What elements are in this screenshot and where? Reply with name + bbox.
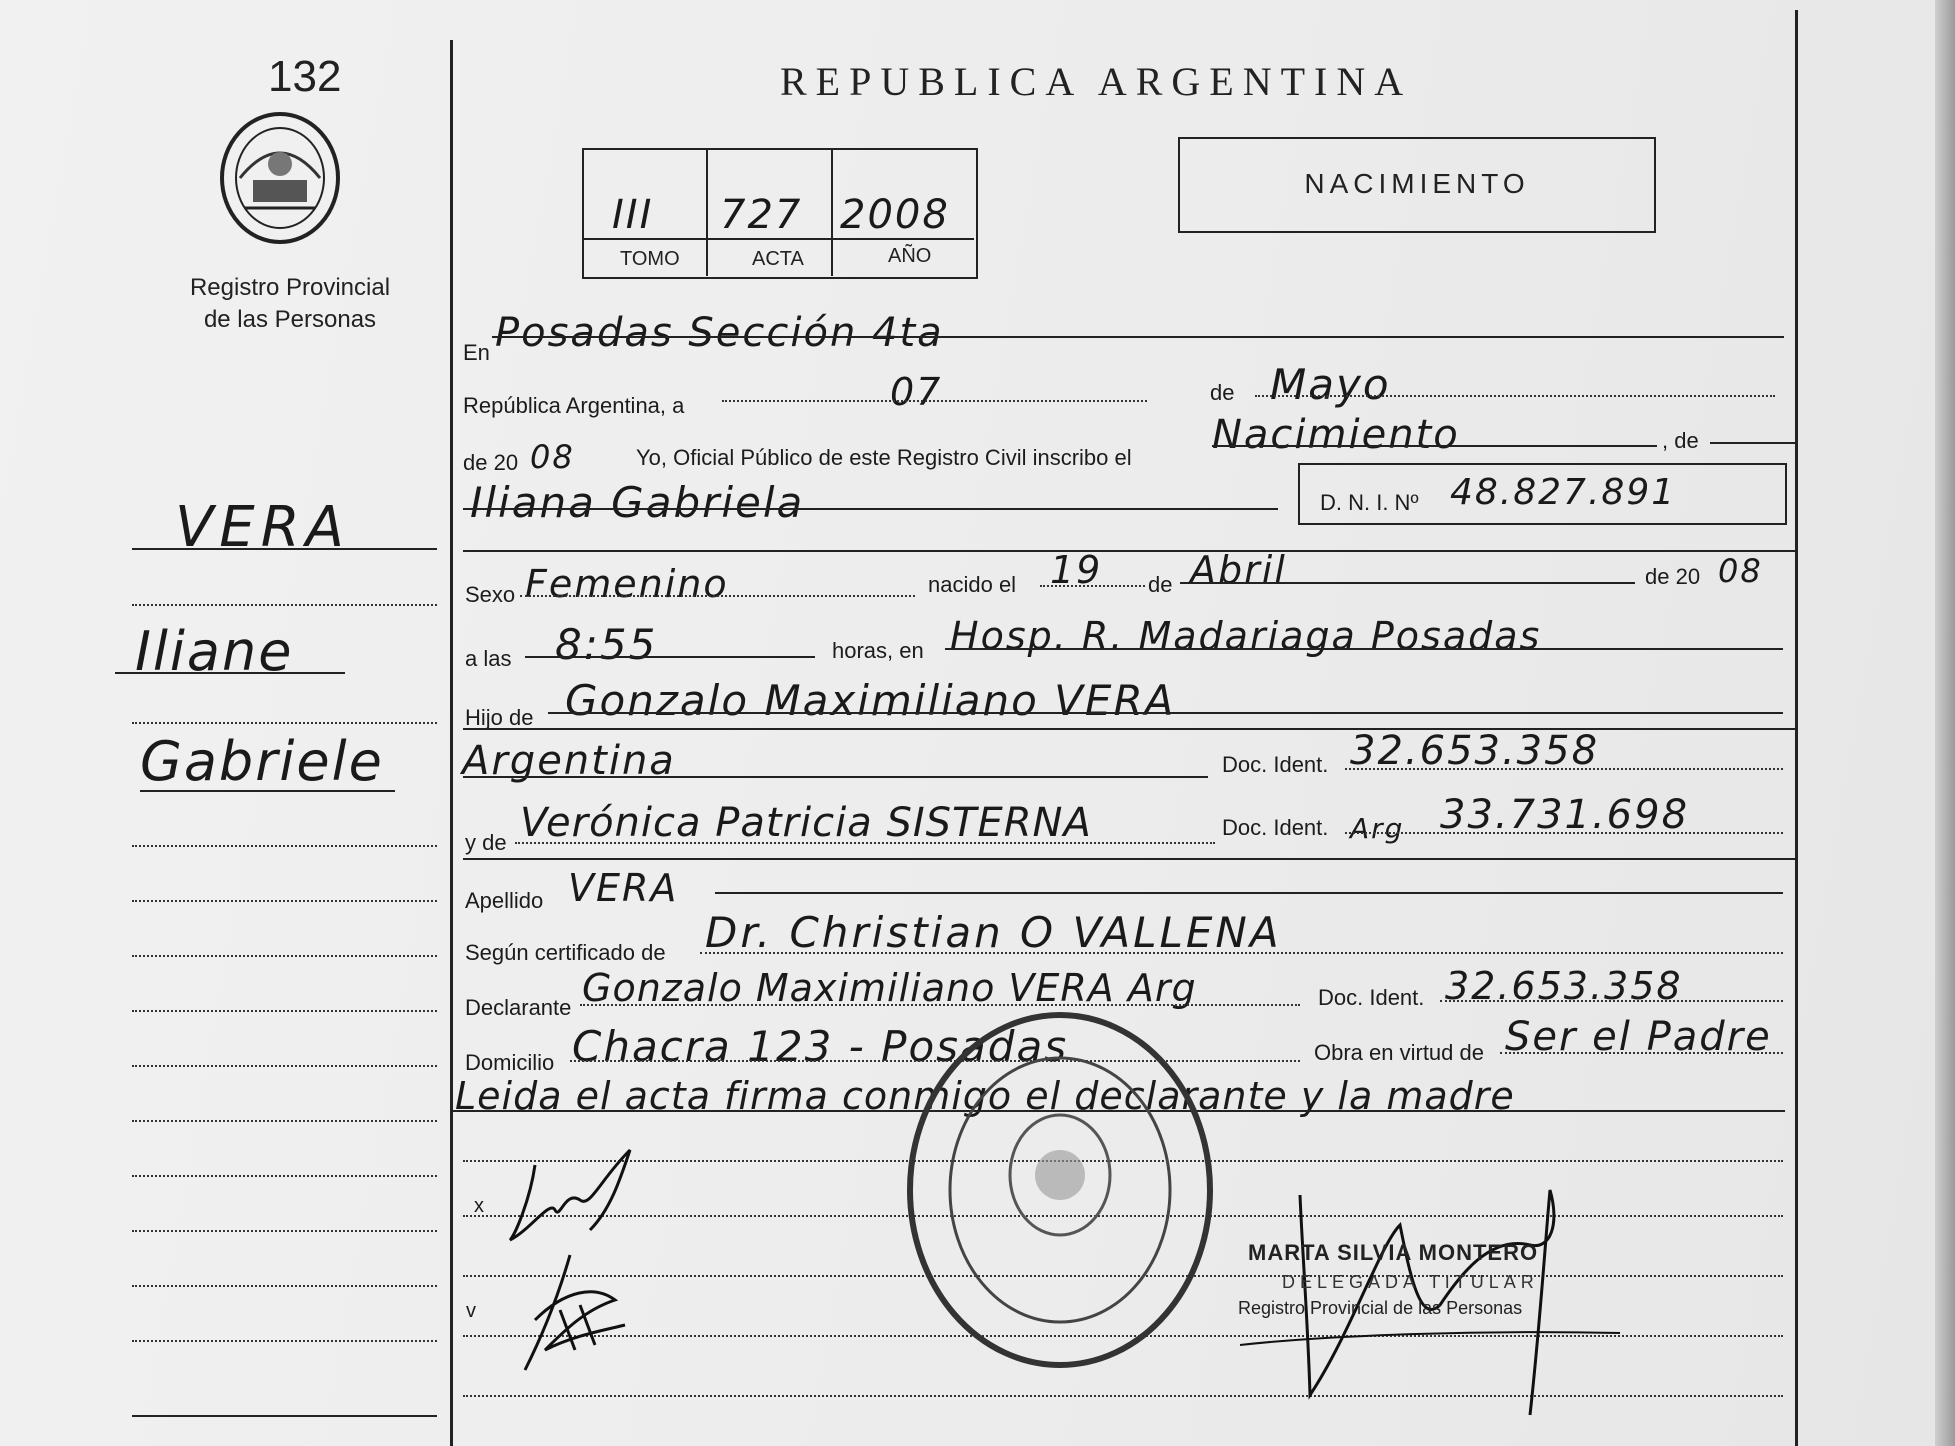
country-title: REPUBLICA ARGENTINA bbox=[780, 59, 1413, 104]
nac-anio: 08 bbox=[1718, 552, 1763, 590]
sexo-value: Femenino bbox=[525, 562, 729, 606]
yde-label: y de bbox=[465, 830, 507, 855]
nacido-label: nacido el bbox=[928, 572, 1017, 597]
hijo-label: Hijo de bbox=[465, 705, 534, 730]
anio-label: AÑO bbox=[888, 245, 932, 267]
mes-value: Mayo bbox=[1270, 360, 1391, 409]
official-stamp-icon bbox=[890, 1000, 1230, 1380]
de-label2: de bbox=[1148, 572, 1173, 597]
declarante-value: Gonzalo Maximiliano VERA Arg bbox=[582, 966, 1197, 1010]
tomo-value: III bbox=[612, 192, 654, 238]
page-number: 132 bbox=[268, 52, 342, 101]
padre-nac-value: Argentina bbox=[462, 738, 676, 784]
padre-value: Gonzalo Maximiliano VERA bbox=[565, 676, 1176, 725]
nac-mes: Abril bbox=[1190, 548, 1287, 592]
yo-label: Yo, Oficial Público de este Registro Civil inscribo el bbox=[636, 445, 1132, 470]
padre-doc: 32.653.358 bbox=[1350, 728, 1600, 774]
sexo-label: Sexo bbox=[465, 582, 516, 607]
lugar-value: Hosp. R. Madariaga Posadas bbox=[950, 614, 1542, 658]
segun-value: Dr. Christian O VALLENA bbox=[705, 908, 1282, 957]
province-seal-icon bbox=[215, 108, 345, 248]
madre-doc: 33.731.698 bbox=[1440, 792, 1690, 838]
hora-value: 8:55 bbox=[555, 620, 658, 669]
apellido-value: VERA bbox=[568, 866, 679, 910]
nombre-value: Iliana Gabriela bbox=[470, 478, 805, 527]
apellido-label: Apellido bbox=[465, 888, 544, 913]
acta-label: ACTA bbox=[752, 248, 804, 270]
x-mark: x bbox=[474, 1195, 484, 1217]
margin-nombre2: Gabriele bbox=[140, 730, 384, 793]
declarante-label: Declarante bbox=[465, 995, 572, 1020]
segun-label: Según certificado de bbox=[465, 940, 666, 965]
obra-label: Obra en virtud de bbox=[1314, 1040, 1484, 1065]
v-mark: v bbox=[466, 1300, 476, 1322]
dia-value: 07 bbox=[890, 370, 943, 414]
dni-label: D. N. I. Nº bbox=[1320, 490, 1419, 515]
anio-value: 2008 bbox=[840, 192, 950, 238]
doc-ident-label-madre: Doc. Ident. bbox=[1222, 815, 1329, 840]
domicilio-label: Domicilio bbox=[465, 1050, 555, 1075]
de20-label: de 20 bbox=[463, 450, 519, 475]
left-divider bbox=[450, 40, 453, 1446]
doc-type: NACIMIENTO bbox=[1304, 168, 1530, 199]
registry-name: Registro Provincial de las Personas bbox=[189, 274, 391, 333]
en-value: Posadas Sección 4ta bbox=[495, 310, 944, 356]
republica-label: República Argentina, a bbox=[463, 393, 685, 418]
official-name: MARTA SILVIA MONTERO bbox=[1248, 1240, 1539, 1265]
de20-label2: de 20 bbox=[1645, 564, 1701, 589]
leida-value: Leida el acta firma conmigo el declarante y la madre bbox=[455, 1074, 1515, 1118]
doc-ident-label-decl: Doc. Ident. bbox=[1318, 985, 1425, 1010]
evento-value: Nacimiento bbox=[1212, 412, 1460, 458]
official-org: Registro Provincial de las Personas bbox=[1238, 1298, 1523, 1318]
en-label: En bbox=[463, 340, 490, 365]
alas-label: a las bbox=[465, 646, 512, 671]
official-title: DELEGADA TITULAR bbox=[1282, 1272, 1539, 1292]
doc-ident-label-padre: Doc. Ident. bbox=[1222, 752, 1329, 777]
tomo-label: TOMO bbox=[620, 248, 680, 270]
de-tail-label: , de bbox=[1662, 428, 1699, 453]
nac-dia: 19 bbox=[1050, 548, 1103, 592]
margin-nombre1: Iliane bbox=[135, 620, 294, 683]
madre-doc-prefix: Arg bbox=[1350, 812, 1405, 845]
obra-value: Ser el Padre bbox=[1505, 1014, 1772, 1060]
madre-value: Verónica Patricia SISTERNA bbox=[520, 800, 1092, 846]
declarant-signature-icon bbox=[490, 1140, 670, 1260]
dni-value: 48.827.891 bbox=[1450, 472, 1677, 513]
anio-entry: 08 bbox=[530, 438, 575, 476]
horas-label: horas, en bbox=[832, 638, 924, 663]
de-label: de bbox=[1210, 380, 1235, 405]
right-edge bbox=[1795, 10, 1798, 1446]
domicilio-value: Chacra 123 - Posadas bbox=[572, 1022, 1069, 1071]
mother-signature-icon bbox=[505, 1250, 635, 1380]
page-shadow bbox=[1935, 0, 1955, 1446]
margin-apellido: VERA bbox=[175, 495, 350, 560]
acta-value: 727 bbox=[720, 192, 803, 238]
decl-doc: 32.653.358 bbox=[1445, 964, 1683, 1008]
